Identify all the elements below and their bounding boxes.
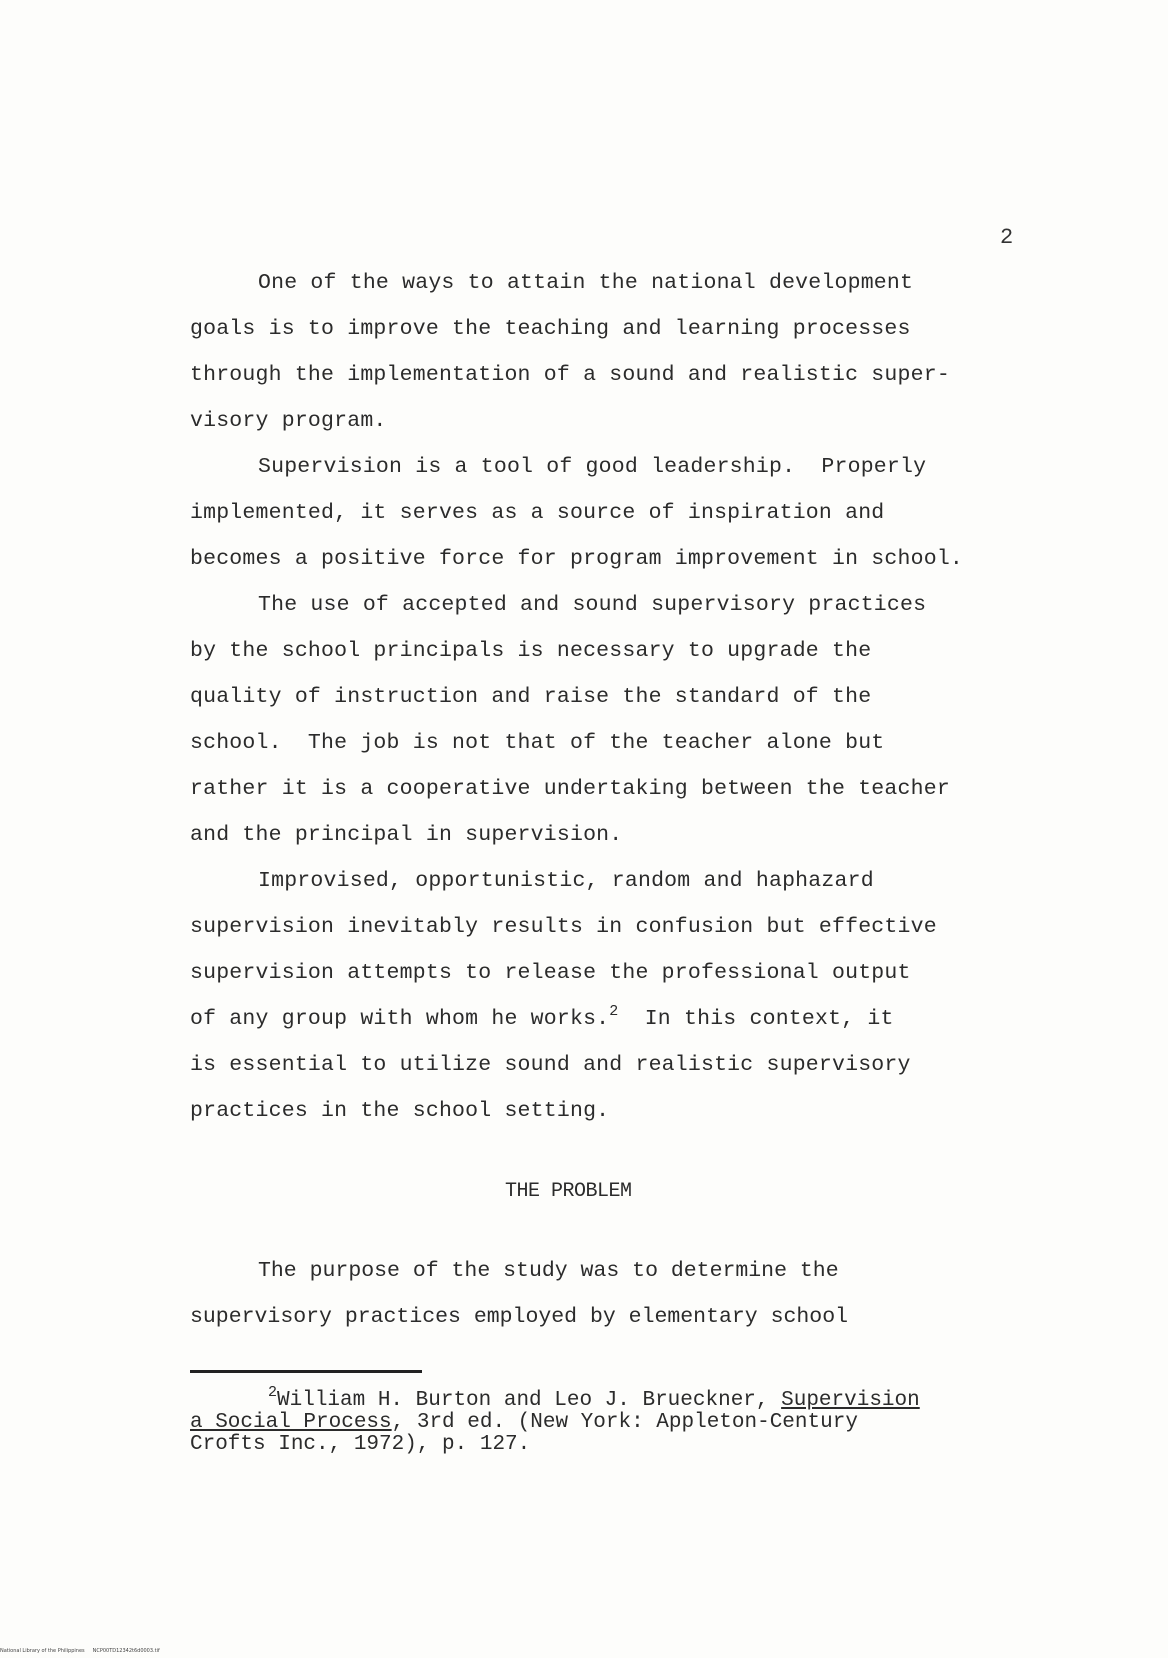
footnote-reference: 2	[609, 1003, 619, 1020]
footnote-line-3: Crofts Inc., 1972), p. 127.	[190, 1433, 531, 1456]
paragraph-4-line: supervision attempts to release the professional output	[190, 961, 911, 985]
scan-source-label: National Library of the Philippines NCP00TD12342t6d0003.tif	[0, 1648, 160, 1654]
paragraph-1-line: goals is to improve the teaching and learning processes	[190, 317, 911, 341]
paragraph-4-text: In this context, it	[618, 1007, 894, 1031]
footnote-title: a Social Process	[190, 1411, 392, 1434]
footnote-authors: William H. Burton and Leo J. Brueckner,	[277, 1389, 782, 1412]
paragraph-3-line: rather it is a cooperative undertaking between the teacher	[190, 777, 950, 801]
body-text-bottom	[190, 1248, 1040, 1340]
paragraph-1-line: One of the ways to attain the national development	[258, 271, 914, 295]
paragraph-2-line: Supervision is a tool of good leadership. Properly	[258, 455, 927, 479]
paragraph-4-text: of any group with whom he works.	[190, 1007, 610, 1031]
paragraph-3-line: The use of accepted and sound supervisory practices	[258, 593, 927, 617]
paragraph-4-line: is essential to utilize sound and realistic supervisory	[190, 1053, 911, 1077]
footnote-divider	[190, 1370, 422, 1373]
footnote-marker: 2	[268, 1384, 278, 1401]
paragraph-4-line: Improvised, opportunistic, random and haphazard	[258, 869, 874, 893]
paragraph-3-line: school. The job is not that of the teacher alone but	[190, 731, 885, 755]
page-number: 2	[1000, 225, 1014, 250]
footnote-line-1	[190, 1384, 1050, 1412]
paragraph-3-line: and the principal in supervision.	[190, 823, 623, 847]
footnote	[190, 1384, 1050, 1456]
footnote-publication: , 3rd ed. (New York: Appleton-Century	[391, 1411, 858, 1434]
paragraph-5-line: supervisory practices employed by elementary school	[190, 1305, 849, 1329]
paragraph-5-line: The purpose of the study was to determine the	[258, 1259, 839, 1283]
paragraph-1-line: through the implementation of a sound and realistic super-	[190, 363, 950, 387]
paragraph-4-line-with-citation	[190, 996, 1040, 1042]
paragraph-3-line: quality of instruction and raise the standard of the	[190, 685, 872, 709]
footnote-title: Supervision	[781, 1389, 920, 1412]
paragraph-2-line: becomes a positive force for program improvement in school.	[190, 547, 964, 571]
paragraph-4-line: practices in the school setting.	[190, 1099, 610, 1123]
footnote-line-2	[190, 1412, 1050, 1434]
paragraph-2-line: implemented, it serves as a source of inspiration and	[190, 501, 885, 525]
paragraph-4-line: supervision inevitably results in confusion but effective	[190, 915, 937, 939]
body-text-top	[190, 260, 1040, 1134]
paragraph-1-line: visory program.	[190, 409, 387, 433]
paragraph-3-line: by the school principals is necessary to upgrade the	[190, 639, 872, 663]
section-heading: THE PROBLEM	[505, 1180, 632, 1203]
